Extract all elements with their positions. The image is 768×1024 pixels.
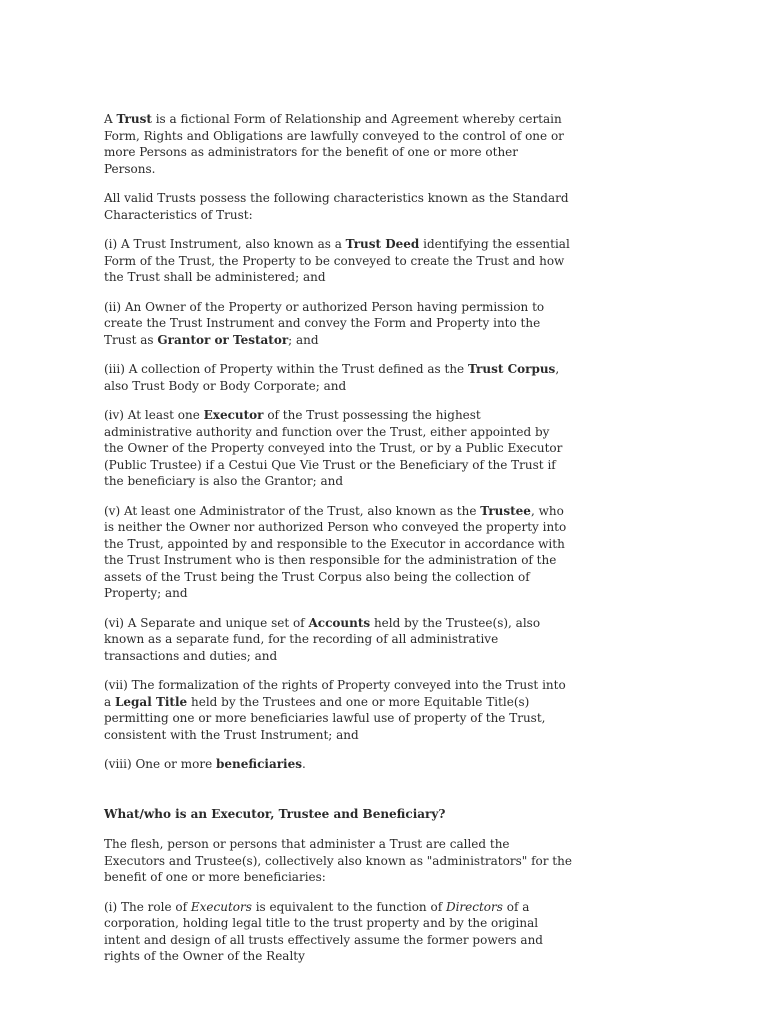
paragraph-item-iv: (iv) At least one Executor of the Trust possessing the highest administrative authority and function over the Trust, either appointed by the Owner of the Property conveyed into the Trust, or by a Public Executor (Public Trustee) if a Cestui Que Vie Trust or the Beneficiary of the Trust if the beneficiary is also the Grantor; and xyxy=(104,408,563,488)
paragraph-item-v: (v) At least one Administrator of the Trust, also known as the Trustee, who is neither the Owner nor authorized Person who conveyed the property into the Trust, appointed by and responsible to the Executor in accordance with the Trust Instrument who is then responsible for the administration of the assets of the Trust being the Trust Corpus also being the collection of Property; and xyxy=(104,503,567,600)
term-trust-deed: Trust Deed xyxy=(345,237,420,251)
term-executor: Executor xyxy=(203,408,264,422)
term-grantor-or-testator: Grantor or Testator xyxy=(157,332,289,347)
term-executors: Executors xyxy=(190,899,252,914)
term-accounts: Accounts xyxy=(308,615,371,630)
paragraph-executors-role: (i) The role of Executors is equivalent to the function of Directors of a corporation, holding legal title to the trust property and by the original intent and design of all trusts effectively assume the former powers and rights of the Owner of the Realty xyxy=(104,899,543,963)
paragraph-item-ii: (ii) An Owner of the Property or authorized Person having permission to create the Trust Instrument and convey the Form and Property into the Trust as Grantor or Testator; and xyxy=(104,299,545,347)
paragraph-item-viii: (viii) One or more beneficiaries. xyxy=(104,757,306,771)
paragraph-item-i: (i) A Trust Instrument, also known as a Trust Deed identifying the essential Form of the Trust, the Property to be conveyed to create the Trust and how the Trust shall be administered; and xyxy=(104,237,570,284)
term-trustee: Trustee xyxy=(480,503,531,518)
paragraph-item-vi: (vi) A Separate and unique set of Accounts held by the Trustee(s), also known as a separate fund, for the recording of all administrative transactions and duties; and xyxy=(104,615,541,663)
term-directors: Directors xyxy=(445,899,503,914)
paragraph-trust-definition: A Trust is a fictional Form of Relationship and Agreement whereby certain Form, Rights and Obligations are lawfully conveyed to the control of one or more Persons as administrators for the benefit of one or more other Persons. xyxy=(104,112,564,176)
section-heading: What/who is an Executor, Trustee and Beneficiary? xyxy=(104,806,446,821)
paragraph-administrators-intro: The flesh, person or persons that administer a Trust are called the Executors and Trustee(s), collectively also known as "administrators" for the benefit of one or more beneficiaries: xyxy=(104,837,572,884)
paragraph-item-iii: (iii) A collection of Property within the Trust defined as the Trust Corpus, also Trust Body or Body Corporate; and xyxy=(104,362,560,393)
paragraph-characteristics-intro: All valid Trusts possess the following characteristics known as the Standard Characteristics of Trust: xyxy=(104,191,569,222)
term-trust-corpus: Trust Corpus xyxy=(467,362,556,376)
term-beneficiaries: beneficiaries xyxy=(215,757,303,771)
document-page xyxy=(104,111,572,978)
paragraph-item-vii: (vii) The formalization of the rights of Property conveyed into the Trust into a Legal Title held by the Trustees and one or more Equitable Title(s) permitting one or more beneficiaries lawful use of property of the Trust, consistent with the Trust Instrument; and xyxy=(104,678,566,742)
term-trust: Trust xyxy=(116,112,152,126)
term-legal-title: Legal Title xyxy=(114,694,188,709)
